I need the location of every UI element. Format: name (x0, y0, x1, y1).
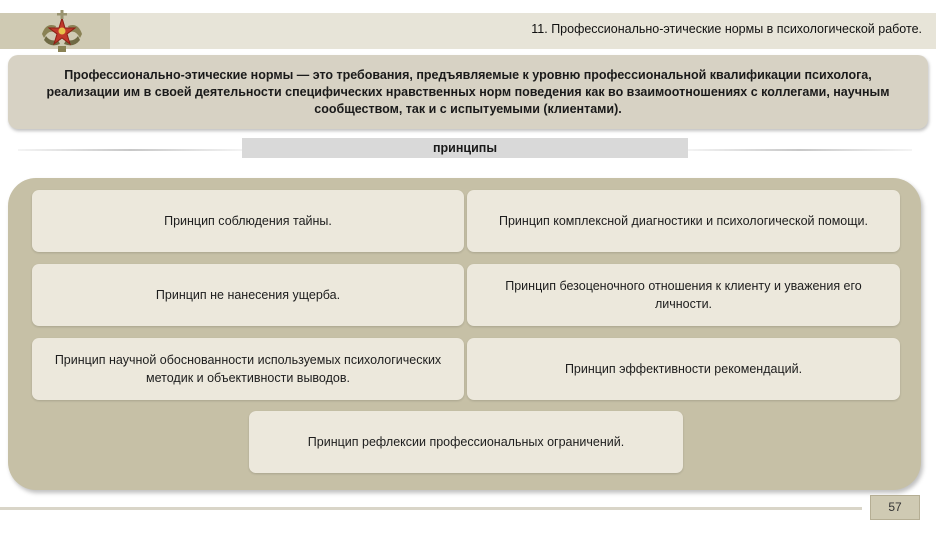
divider-left (18, 149, 244, 151)
principle-text: Принцип безоценочного отношения к клиенту и уважения его личности. (505, 279, 862, 311)
slide-title: 11. Профессионально-этические нормы в психологической работе. (531, 22, 922, 36)
definition-text: Профессионально-этические нормы — это требования, предъявляемые к уровню профессиональной квалификации психолога, реализации им в своей деятельности специфических нравственных норм поведения как во взаимоотношениях с коллегами, научным сообществом, так и с испытуемыми (клиентами). (46, 67, 890, 116)
principle-card (32, 264, 464, 326)
principle-text: Принцип не нанесения ущерба. (155, 288, 341, 302)
principle-text: Принцип комплексной диагностики и психологической помощи. (499, 214, 868, 228)
divider-right (686, 149, 912, 151)
principle-text: Принцип соблюдения тайны. (164, 214, 332, 228)
principle-card (32, 338, 464, 400)
principles-label: принципы (242, 138, 688, 158)
coat-of-arms-emblem-icon (38, 8, 86, 54)
principle-card (32, 190, 464, 252)
principle-card (249, 411, 683, 473)
footer-line (0, 507, 862, 510)
page-number: 57 (870, 495, 920, 520)
principle-text: Принцип рефлексии профессиональных ограничений. (307, 435, 625, 449)
principle-card (467, 264, 900, 326)
principle-text: Принцип научной обоснованности используемых психологических методик и объективности выводов. (54, 353, 442, 385)
definition-box (8, 55, 928, 129)
principle-card (467, 190, 900, 252)
principle-text: Принцип эффективности рекомендаций. (564, 362, 803, 376)
principle-card (467, 338, 900, 400)
